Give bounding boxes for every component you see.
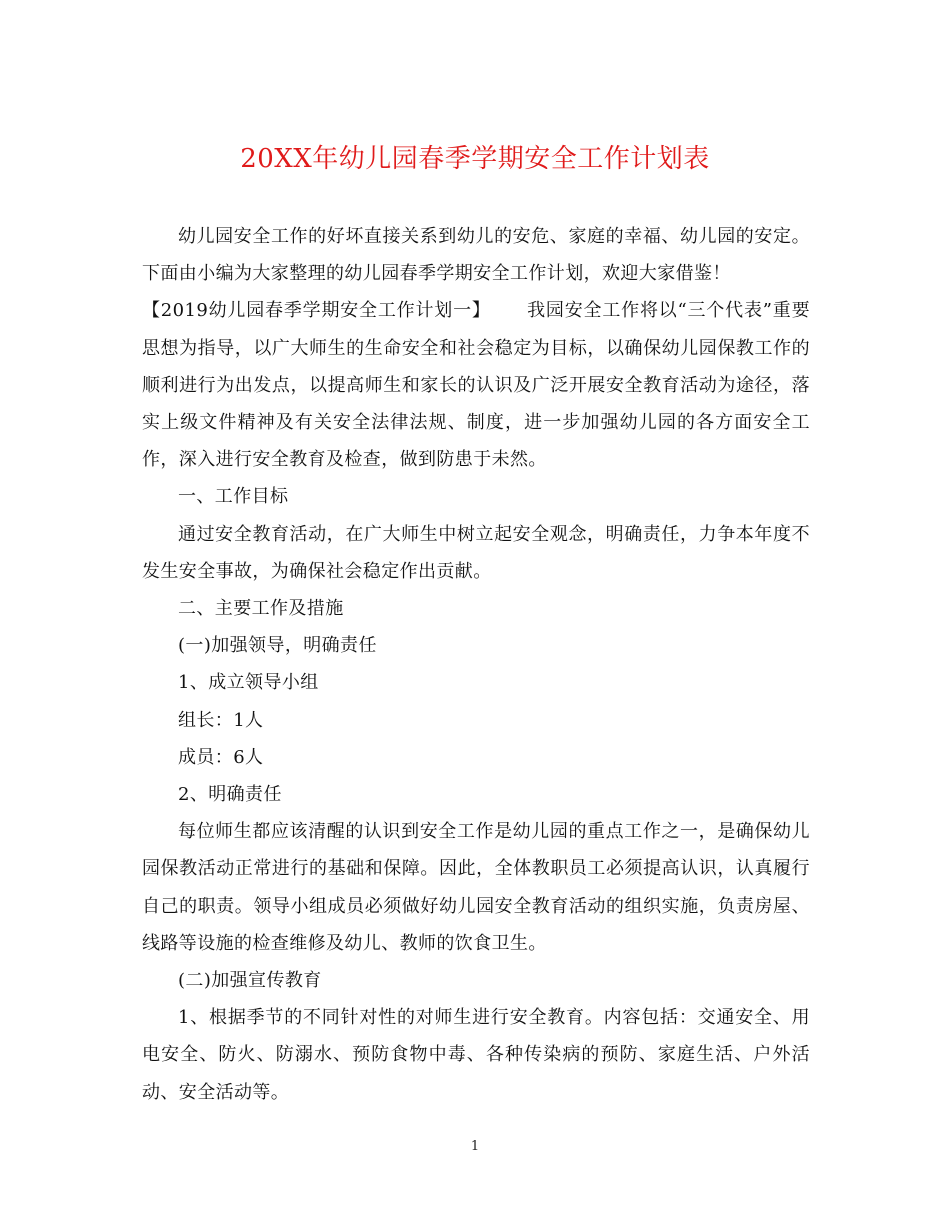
item-group-leader: 组长：1人: [178, 709, 264, 731]
goals-paragraph: 通过安全教育活动，在广大师生中树立起安全观念，明确责任，力争本年度不发生安全事故，为确保社会稳定作出贡献。: [142, 523, 810, 582]
page-number: 1: [470, 1139, 480, 1154]
plan-one-text: 我园安全工作将以“三个代表”重要思想为指导，以广大师生的生命安全和社会稳定为目标，以确保幼儿园保教工作的顺利进行为出发点，以提高师生和家长的认识及广泛开展安全教育活动为途径，落实上级文件精神及有关安全法律法规、制度，进一步加强幼儿园的各方面安全工作，深入进行安全教育及检查，做到防患于未然。: [142, 300, 810, 471]
subsection-heading-education: (二)加强宣传教育: [178, 970, 322, 992]
subsection-heading-leadership: (一)加强领导，明确责任: [178, 635, 377, 657]
item-responsibility: 2、明确责任: [178, 784, 282, 806]
section-heading-goals: 一、工作目标: [178, 486, 289, 508]
plan-one-heading: 【2019幼儿园春季学期安全工作计划一】: [142, 300, 491, 322]
responsibility-paragraph: 每位师生都应该清醒的认识到安全工作是幼儿园的重点工作之一，是确保幼儿园保教活动正常进行的基础和保障。因此，全体教职员工必须提高认识，认真履行自己的职责。领导小组成员必须做好幼儿园安全教育活动的组织实施，负责房屋、线路等设施的检查维修及幼儿、教师的饮食卫生。: [142, 821, 810, 954]
plan-one-paragraph: [142, 292, 810, 478]
item-group-members: 成员：6人: [178, 746, 264, 768]
document-title: 20XX年幼儿园春季学期安全工作计划表: [240, 144, 710, 174]
intro-paragraph: 幼儿园安全工作的好坏直接关系到幼儿的安危、家庭的幸福、幼儿园的安定。下面由小编为大家整理的幼儿园春季学期安全工作计划，欢迎大家借鉴！: [142, 226, 810, 285]
document-body: [142, 218, 810, 1111]
section-heading-measures: 二、主要工作及措施: [178, 598, 344, 620]
item-leadership-group: 1、成立领导小组: [178, 672, 319, 694]
education-paragraph: 1、根据季节的不同针对性的对师生进行安全教育。内容包括：交通安全、用电安全、防火、防溺水、预防食物中毒、各种传染病的预防、家庭生活、户外活动、安全活动等。: [142, 1007, 810, 1103]
